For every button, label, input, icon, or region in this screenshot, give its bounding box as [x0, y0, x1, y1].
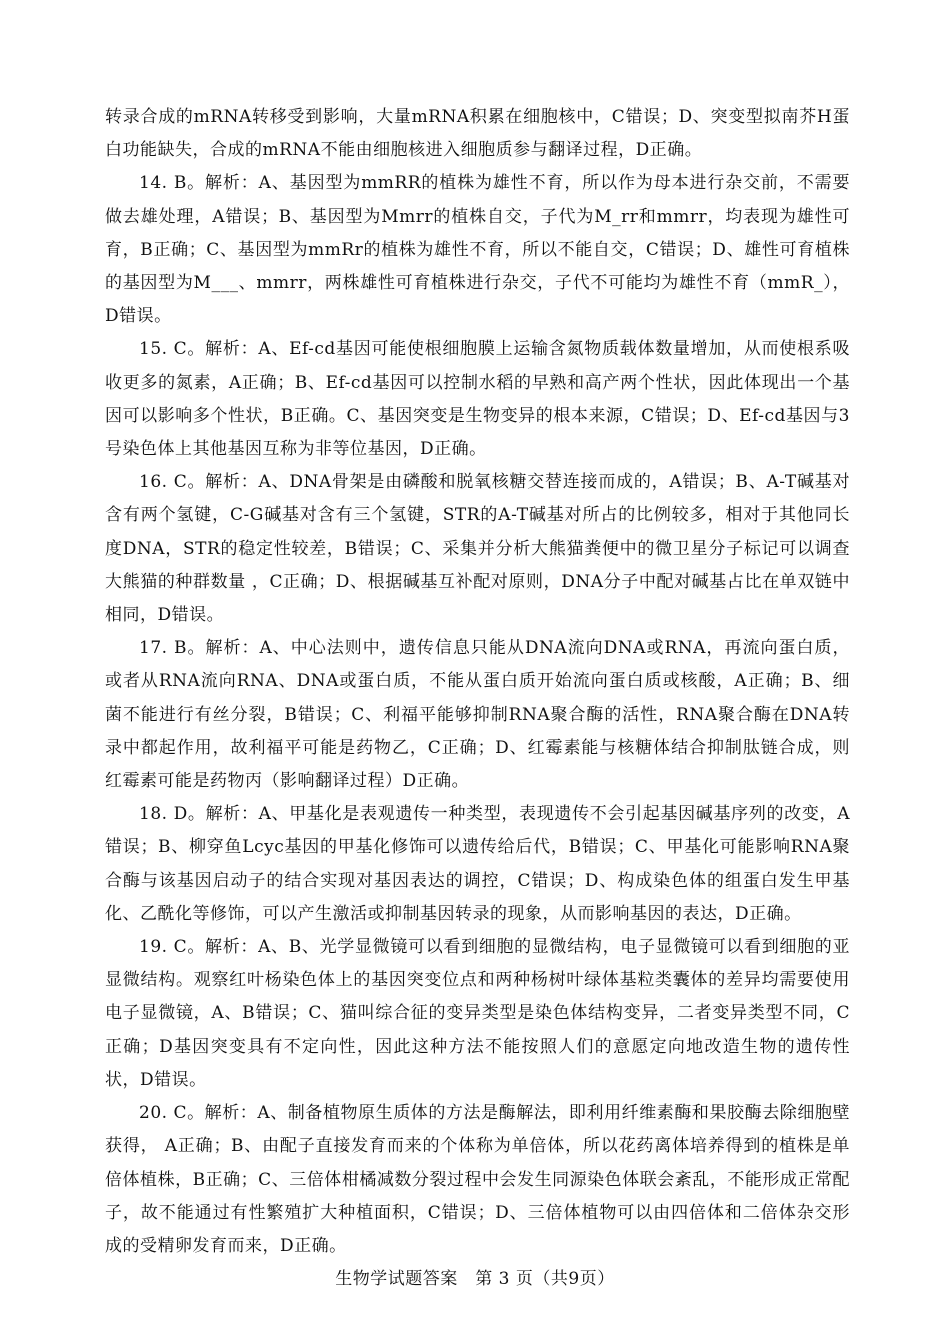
page-footer: 生物学试题答案 第 3 页（共9页）	[335, 1269, 615, 1289]
answer-17: 17. B。解析：A、中心法则中，遗传信息只能从DNA流向DNA或RNA，再流向蛋白质，或者从RNA流向RNA、DNA或蛋白质，不能从蛋白质开始流向蛋白质或核酸，A正确；B、细菌不能进行有丝分裂，B错误；C、利福平能够抑制RNA聚合酶的活性，RNA聚合酶在DNA转录中都起作用，故利福平可能是药物乙，C正确；D、红霉素能与核糖体结合抑制肽链合成，则红霉素可能是药物丙（影响翻译过程）D正确。	[105, 638, 850, 792]
answer-20: 20. C。解析：A、制备植物原生质体的方法是酶解法，即利用纤维素酶和果胶酶去除细胞壁获得， A正确；B、由配子直接发育而来的个体称为单倍体，所以花药离体培养得到的植株是单倍体植株，B正确；C、三倍体柑橘减数分裂过程中会发生同源染色体联会紊乱，不能形成正常配子，故不能通过有性繁殖扩大种植面积，C错误；D、三倍体植物可以由四倍体和二倍体杂交形成的受精卵发育而来，D正确。	[105, 1103, 850, 1256]
answer-content	[105, 101, 850, 1263]
paragraph-continuation: 转录合成的mRNA转移受到影响，大量mRNA积累在细胞核中，C错误；D、突变型拟南芥H蛋白功能缺失，合成的mRNA不能由细胞核进入细胞质参与翻译过程，D正确。	[105, 107, 850, 161]
answer-19: 19. C。解析：A、B、光学显微镜可以看到细胞的显微结构，电子显微镜可以看到细胞的亚显微结构。观察红叶杨染色体上的基因突变位点和两种杨树叶绿体基粒类囊体的差异均需要使用电子显微镜，A、B错误；C、猫叫综合征的变异类型是染色体结构变异，二者变异类型不同，C正确；D基因突变具有不定向性，因此这种方法不能按照人们的意愿定向地改造生物的遗传性状，D错误。	[105, 937, 850, 1090]
answer-18: 18. D。解析：A、甲基化是表观遗传一种类型，表现遗传不会引起基因碱基序列的改变，A错误；B、柳穿鱼Lcyc基因的甲基化修饰可以遗传给后代，B错误；C、甲基化可能影响RNA聚合酶与该基因启动子的结合实现对基因表达的调控，C错误；D、构成染色体的组蛋白发生甲基化、乙酰化等修饰，可以产生激活或抑制基因转录的现象，从而影响基因的表达，D正确。	[105, 804, 850, 924]
answer-15: 15. C。解析：A、Ef-cd基因可能使根细胞膜上运输含氮物质载体数量增加，从而使根系吸收更多的氮素，A正确；B、Ef-cd基因可以控制水稻的早熟和高产两个性状，因此体现出一个基因可以影响多个性状，B正确。C、基因突变是生物变异的根本来源，C错误；D、Ef-cd基因与3号染色体上其他基因互称为非等位基因，D正确。	[105, 339, 850, 460]
answer-14: 14. B。解析：A、基因型为mmRR的植株为雄性不育，所以作为母本进行杂交前，不需要做去雄处理，A错误；B、基因型为Mmrr的植株自交，子代为M_rr和mmrr，均表现为雄性可育，B正确；C、基因型为mmRr的植株为雄性不育，所以不能自交，C错误；D、雄性可育植株的基因型为M___、mmrr，两株雄性可育植株进行杂交，子代不可能均为雄性不育（mmR_），D错误。	[105, 173, 850, 327]
answer-16: 16. C。解析：A、DNA骨架是由磷酸和脱氧核糖交替连接而成的，A错误；B、A-T碱基对含有两个氢键，C-G碱基对含有三个氢键，STR的A-T碱基对所占的比例较多，相对于其他同长度DNA，STR的稳定性较差，B错误；C、采集并分析大熊猫粪便中的微卫星分子标记可以调查大熊猫的种群数量 ，C正确；D、根据碱基互补配对原则，DNA分子中配对碱基占比在单双链中相同，D错误。	[105, 472, 850, 626]
